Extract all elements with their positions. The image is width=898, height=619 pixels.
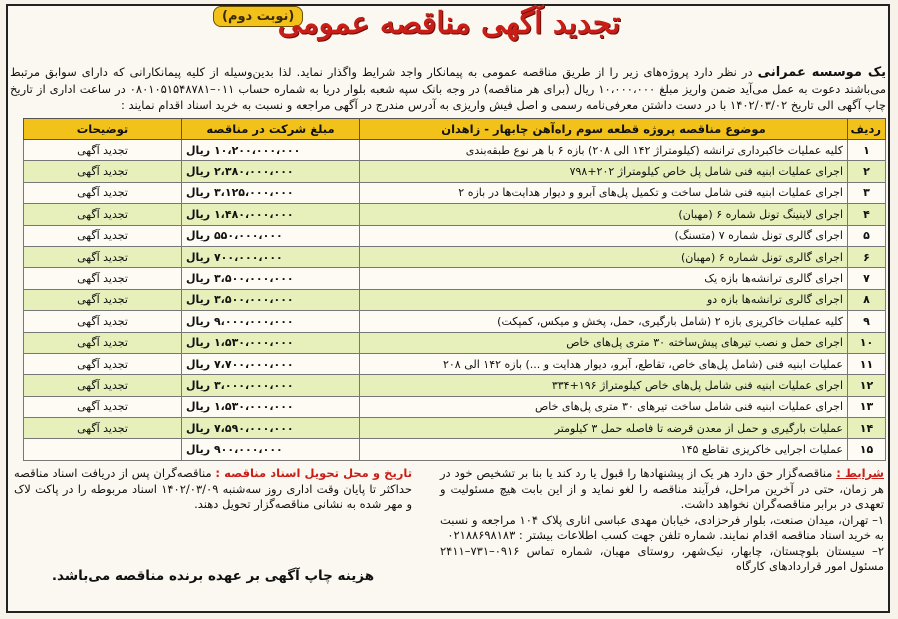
- table-row: [24, 375, 886, 396]
- header-amount: مبلغ شرکت در مناقصه: [182, 119, 360, 140]
- row-number: ۷: [848, 268, 886, 289]
- address-chabahar: ۲– سیستان بلوچستان، چابهار، نیک‌شهر، روستای مهبان، شماره تماس ۰۹۱۶–۷۳۱–۲۴۱۱ مسئول امور قراردادهای کارگاه: [440, 543, 884, 573]
- table-header-row: [24, 119, 886, 140]
- table-row: [24, 161, 886, 182]
- address-tehran: ۱– تهران، میدان صنعت، بلوار فرحزادی، خیابان مهدی عباسی اناری پلاک ۱۰۴ مراجعه و نسبت به خرید اسناد مناقصه اقدام نمایند. شماره تلفن جهت کسب اطلاعات بیشتر : ۰۲۱۸۸۶۹۸۱۸۳: [440, 512, 885, 542]
- row-amount: ۷،۵۹۰،۰۰۰،۰۰۰ ریال: [182, 418, 360, 439]
- row-subject: اجرای عملیات ابنیه فنی شامل ساخت تیرهای ۳۰ متری پل‌های خاص: [360, 396, 848, 417]
- conditions-text: مناقصه‌گزار حق دارد هر یک از پیشنهادها را قبول یا رد کند یا بنا بر تشخیص خود در هر زمان، حتی در آخرین مراحل، فرآیند مناقصه را لغو نماید و از این بابت هیچ مسئولیت و تعهدی در برابر مناقصه‌گران نخواهد داشت.: [440, 466, 884, 511]
- row-note: تجدید آگهی: [24, 353, 182, 374]
- row-subject: اجرای حمل و نصب تیرهای پیش‌ساخته ۳۰ متری پل‌های خاص: [360, 332, 848, 353]
- row-note: تجدید آگهی: [24, 289, 182, 310]
- tender-table: [23, 118, 886, 461]
- row-note: تجدید آگهی: [24, 182, 182, 203]
- row-number: ۴: [848, 204, 886, 225]
- row-subject: اجرای لاینینگ تونل شماره ۶ (مهبان): [360, 204, 848, 225]
- row-amount: ۷۰۰،۰۰۰،۰۰۰ ریال: [182, 246, 360, 267]
- notice-title: تجدید آگهی مناقصه عمومی: [277, 6, 621, 41]
- row-amount: ۹۰۰،۰۰۰،۰۰۰ ریال: [182, 439, 360, 460]
- row-amount: ۳،۵۰۰،۰۰۰،۰۰۰ ریال: [182, 268, 360, 289]
- deadline-section: [14, 466, 412, 513]
- row-note: تجدید آگهی: [24, 396, 182, 417]
- row-subject: عملیات ابنیه فنی (شامل پل‌های خاص، تقاطع، آبرو، دیوار هدایت و ...) بازه ۱۴۲ الی ۲۰۸: [360, 353, 848, 374]
- row-number: ۵: [848, 225, 886, 246]
- table-body: [24, 140, 886, 461]
- row-amount: ۵۵۰،۰۰۰،۰۰۰ ریال: [182, 225, 360, 246]
- conditions-label: شرایط :: [836, 466, 884, 480]
- table-row: [24, 268, 886, 289]
- conditions-section: [440, 466, 884, 575]
- row-subject: اجرای گالری تونل شماره ۶ (مهبان): [360, 246, 848, 267]
- row-number: ۱۲: [848, 375, 886, 396]
- table-row: [24, 225, 886, 246]
- row-amount: ۹،۰۰۰،۰۰۰،۰۰۰ ریال: [182, 311, 360, 332]
- row-note: تجدید آگهی: [24, 375, 182, 396]
- table-row: [24, 418, 886, 439]
- row-subject: اجرای گالری ترانشه‌ها بازه دو: [360, 289, 848, 310]
- row-subject: اجرای گالری ترانشه‌ها بازه یک: [360, 268, 848, 289]
- row-number: ۱۰: [848, 332, 886, 353]
- round-badge: (نوبت دوم): [213, 6, 303, 27]
- print-cost-note: هزینه چاپ آگهی بر عهده برنده مناقصه می‌باشد.: [51, 568, 375, 584]
- row-note: تجدید آگهی: [24, 311, 182, 332]
- row-subject: اجرای عملیات ابنیه فنی شامل پل‌های خاص کیلومتراژ ۱۹۶+۳۳۴: [360, 375, 848, 396]
- row-amount: ۱،۵۳۰،۰۰۰،۰۰۰ ریال: [182, 332, 360, 353]
- row-subject: اجرای گالری تونل شماره ۷ (متسنگ): [360, 225, 848, 246]
- row-number: ۲: [848, 161, 886, 182]
- deadline-label: تاریخ و محل تحویل اسناد مناقصه :: [215, 466, 413, 480]
- table-row: [24, 332, 886, 353]
- row-note: تجدید آگهی: [24, 418, 182, 439]
- deadline-text: مناقصه‌گران پس از دریافت اسناد مناقصه حداکثر تا پایان وقت اداری روز سه‌شنبه ۱۴۰۲/۰۳/۰۹ اسناد مربوطه را در پاکت لاک و مهر شده به نشانی مناقصه‌گزار تحویل دهند.: [14, 466, 412, 511]
- row-number: ۹: [848, 311, 886, 332]
- row-subject: اجرای عملیات ابنیه فنی شامل ساخت و تکمیل پل‌های آبرو و دیوار هدایت‌ها در بازه ۲: [360, 182, 848, 203]
- row-amount: ۳،۰۰۰،۰۰۰،۰۰۰ ریال: [182, 375, 360, 396]
- row-note: [24, 439, 182, 460]
- row-amount: ۱،۵۳۰،۰۰۰،۰۰۰ ریال: [182, 396, 360, 417]
- row-note: تجدید آگهی: [24, 332, 182, 353]
- table-row: [24, 289, 886, 310]
- row-amount: ۱،۴۸۰،۰۰۰،۰۰۰ ریال: [182, 204, 360, 225]
- row-number: ۱۱: [848, 353, 886, 374]
- row-subject: عملیات اجرایی خاکریزی تقاطع ۱۴۵: [360, 439, 848, 460]
- table-row: [24, 353, 886, 374]
- intro-text: در نظر دارد پروژه‌های زیر را از طریق مناقصه عمومی به پیمانکار واجد شرایط واگذار نماید. لذا بدین‌وسیله از کلیه پیمانکارانی که دارای سوابق مرتبط می‌باشند دعوت به عمل می‌آید ضمن واریز مبلغ ۱۰،۰۰۰،۰۰۰ ریال (برای هر مناقصه) در وجه بانک سپه شعبه بلوار دریا به شماره حساب ۰۱۱–۰۸۰۱۰۵۱۵۴۸۷۸۱ در ساعت اداری از تاریخ چاپ آگهی الی تاریخ ۱۴۰۲/۰۳/۰۲ با در دست داشتن معرفی‌نامه رسمی و اصل فیش واریزی به آدرس مندرج در آگهی مراجعه و نسبت به خرید اسناد اقدام نمایند :: [10, 65, 886, 112]
- intro-paragraph: [10, 64, 886, 113]
- row-number: ۱۵: [848, 439, 886, 460]
- table-row: [24, 182, 886, 203]
- header-note: توضیحات: [24, 119, 182, 140]
- row-note: تجدید آگهی: [24, 204, 182, 225]
- header-subject: موضوع مناقصه پروژه قطعه سوم راه‌آهن چابهار - زاهدان: [360, 119, 848, 140]
- table-row: [24, 311, 886, 332]
- row-subject: کلیه عملیات خاکریزی بازه ۲ (شامل بارگیری، حمل، پخش و میکس، کمپکت): [360, 311, 848, 332]
- row-number: ۶: [848, 246, 886, 267]
- row-subject: کلیه عملیات خاکبرداری ترانشه (کیلومتراژ ۱۴۲ الی ۲۰۸) بازه ۶ با هر نوع طبقه‌بندی: [360, 140, 848, 161]
- row-number: ۱: [848, 140, 886, 161]
- row-amount: ۳،۱۲۵،۰۰۰،۰۰۰ ریال: [182, 182, 360, 203]
- row-number: ۱۳: [848, 396, 886, 417]
- table-row: [24, 204, 886, 225]
- table-row: [24, 439, 886, 460]
- table-row: [24, 140, 886, 161]
- table-row: [24, 396, 886, 417]
- row-number: ۸: [848, 289, 886, 310]
- row-number: ۳: [848, 182, 886, 203]
- row-amount: ۱۰،۲۰۰،۰۰۰،۰۰۰ ریال: [182, 140, 360, 161]
- row-note: تجدید آگهی: [24, 161, 182, 182]
- row-amount: ۲،۳۸۰،۰۰۰،۰۰۰ ریال: [182, 161, 360, 182]
- row-number: ۱۴: [848, 418, 886, 439]
- org-name: یک موسسه عمرانی: [757, 65, 887, 80]
- row-subject: عملیات بارگیری و حمل از معدن قرضه تا فاصله حمل ۳ کیلومتر: [360, 418, 848, 439]
- header-row-number: ردیف: [848, 119, 886, 140]
- row-note: تجدید آگهی: [24, 140, 182, 161]
- row-amount: ۳،۵۰۰،۰۰۰،۰۰۰ ریال: [182, 289, 360, 310]
- row-subject: اجرای عملیات ابنیه فنی شامل پل خاص کیلومتراژ ۲۰۲+۷۹۸: [360, 161, 848, 182]
- row-note: تجدید آگهی: [24, 268, 182, 289]
- table-row: [24, 246, 886, 267]
- row-note: تجدید آگهی: [24, 246, 182, 267]
- row-note: تجدید آگهی: [24, 225, 182, 246]
- row-amount: ۷،۷۰۰،۰۰۰،۰۰۰ ریال: [182, 353, 360, 374]
